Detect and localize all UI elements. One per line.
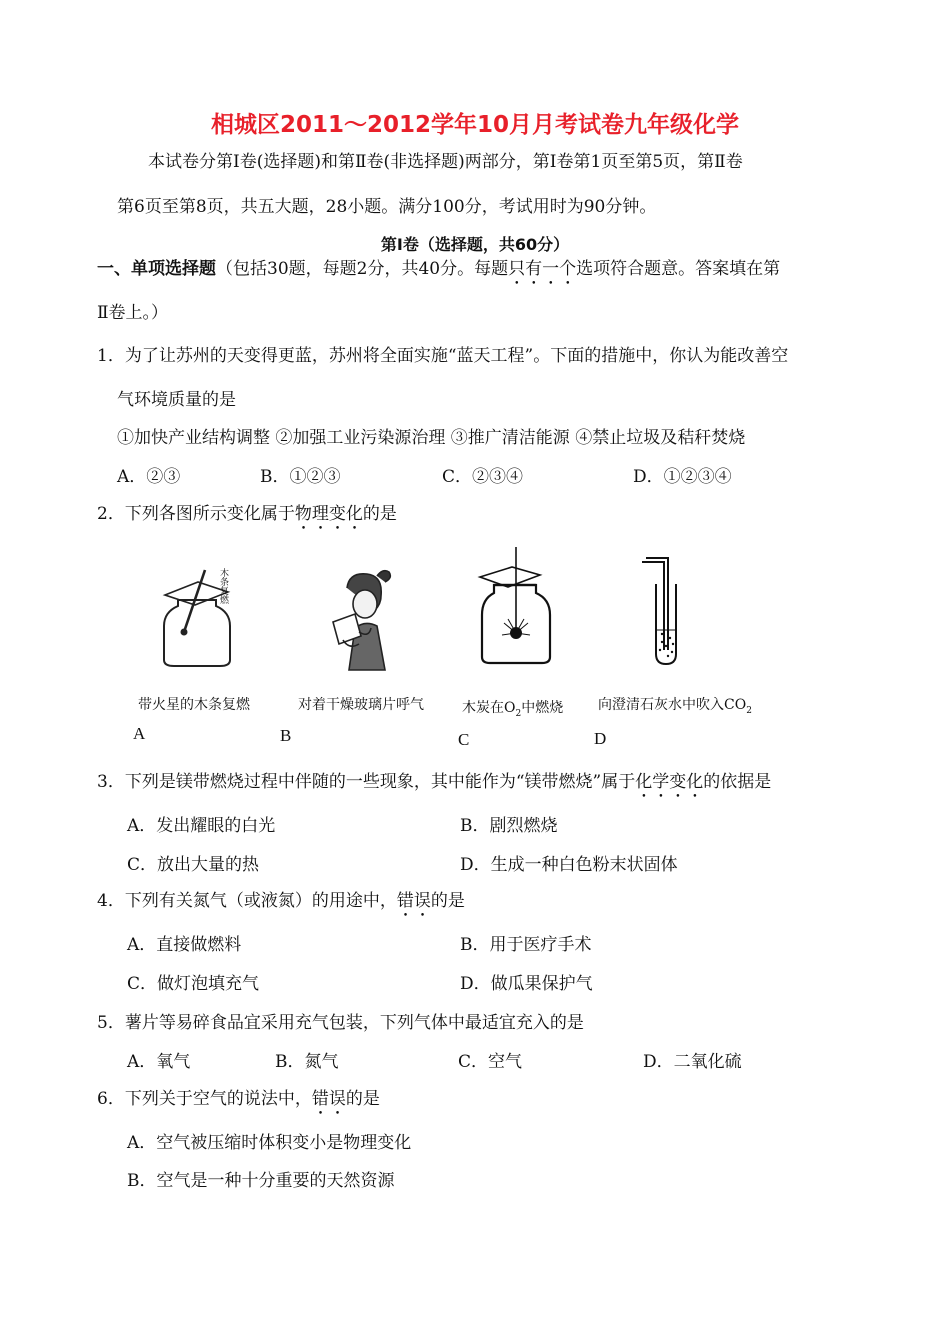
q2-stem-b: 的是 xyxy=(362,504,397,524)
q2-caption-d-pre: 向澄清石灰水中吹入CO xyxy=(598,697,747,713)
q1-option-d: D．①②③④ xyxy=(633,467,732,487)
q6-option-b: B．空气是一种十分重要的天然资源 xyxy=(127,1171,395,1191)
exam-title: 相城区2011～2012学年10月月考试卷九年级化学 xyxy=(210,112,740,138)
q6-stem xyxy=(97,1084,380,1119)
q2-caption-c xyxy=(462,697,563,719)
q2-caption-a: 带火星的木条复燃 xyxy=(138,697,250,713)
intro-line-1: 本试卷分第Ⅰ卷(选择题)和第Ⅱ卷(非选择题)两部分，第Ⅰ卷第1页至第5页，第Ⅱ卷 xyxy=(148,152,743,172)
q2-caption-b: 对着干燥玻璃片呼气 xyxy=(298,697,424,713)
q2-caption-d-sub: 2 xyxy=(746,705,752,716)
figure-d-test-tube xyxy=(638,554,698,669)
q2-letter-c: C xyxy=(458,730,470,749)
q2-letter-d: D xyxy=(594,729,607,748)
q2-letter-b: B xyxy=(280,726,292,745)
q3-stem-a: 3．下列是镁带燃烧过程中伴随的一些现象，其中能作为“镁带燃烧”属于 xyxy=(97,772,636,792)
q5-option-d: D．二氧化硫 xyxy=(643,1052,742,1072)
q4-stem-a: 4．下列有关氮气（或液氮）的用途中， xyxy=(97,891,397,911)
jar-label: 木条复燃 xyxy=(218,568,228,604)
q2-stem-a: 2．下列各图所示变化属于 xyxy=(97,504,295,524)
q6-stem-emph: 错误 xyxy=(311,1089,346,1109)
q4-option-d: D．做瓜果保护气 xyxy=(460,974,593,994)
q1-stem-line1: 1．为了让苏州的天变得更蓝，苏州将全面实施“蓝天工程”。下面的措施中，你认为能改善空 xyxy=(97,346,789,366)
q5-stem: 5．薯片等易碎食品宜采用充气包装，下列气体中最适宜充入的是 xyxy=(97,1013,584,1033)
section1-header xyxy=(97,254,780,289)
q1-stem-line2: 气环境质量的是 xyxy=(117,390,236,410)
q3-option-c: C．放出大量的热 xyxy=(127,855,260,875)
intro-line-2: 第6页至第8页，共五大题，28小题。满分100分，考试用时为90分钟。 xyxy=(117,197,657,217)
q2-caption-c-sub: 2 xyxy=(515,708,522,719)
q2-caption-d xyxy=(598,694,752,716)
q2-stem-emph: 物理变化 xyxy=(294,504,363,524)
q3-stem-emph: 化学变化 xyxy=(635,772,704,792)
figure-c-charcoal-burning xyxy=(472,545,562,670)
q4-stem-b: 的是 xyxy=(430,891,465,911)
q6-option-a: A．空气被压缩时体积变小是物理变化 xyxy=(127,1133,412,1153)
section1-desc-emph: 只有一个 xyxy=(508,259,577,279)
q2-stem xyxy=(97,499,397,534)
q3-option-d: D．生成一种白色粉末状固体 xyxy=(460,855,678,875)
q4-option-a: A．直接做燃料 xyxy=(127,935,242,955)
q1-option-c: C．②③④ xyxy=(442,467,524,487)
q5-option-c: C．空气 xyxy=(458,1052,523,1072)
part1-heading: 第Ⅰ卷（选择题，共60分） xyxy=(380,235,570,254)
q4-stem-emph: 错误 xyxy=(396,891,431,911)
q6-stem-a: 6．下列关于空气的说法中， xyxy=(97,1089,312,1109)
section1-desc-a: （包括30题，每题2分，共40分。每题 xyxy=(216,259,509,279)
q1-option-b: B．①②③ xyxy=(260,467,341,487)
q5-option-a: A．氧气 xyxy=(127,1052,191,1072)
q2-letter-a: A xyxy=(133,724,146,743)
q1-option-a: A．②③ xyxy=(117,467,181,487)
q5-option-b: B．氮气 xyxy=(275,1052,339,1072)
section1-desc-line2: Ⅱ卷上。） xyxy=(97,303,169,323)
q2-caption-c-post: 中燃烧 xyxy=(521,700,564,716)
q4-option-b: B．用于医疗手术 xyxy=(460,935,592,955)
q2-caption-c-pre: 木炭在O xyxy=(462,700,516,716)
q3-option-a: A．发出耀眼的白光 xyxy=(127,816,276,836)
figure-b-girl-breathing xyxy=(325,566,395,674)
section1-desc-b: 选项符合题意。答案填在第 xyxy=(576,259,781,279)
q3-option-b: B．剧烈燃烧 xyxy=(460,816,558,836)
figure-a-jar-splint xyxy=(150,560,250,675)
q6-stem-b: 的是 xyxy=(345,1089,380,1109)
q3-stem-b: 的依据是 xyxy=(703,772,772,792)
q4-option-c: C．做灯泡填充气 xyxy=(127,974,260,994)
q4-stem xyxy=(97,886,465,921)
section1-label: 一、单项选择题 xyxy=(97,259,216,279)
q3-stem xyxy=(97,767,771,802)
q1-measures: ①加快产业结构调整 ②加强工业污染源治理 ③推广清洁能源 ④禁止垃圾及秸秆焚烧 xyxy=(117,428,746,448)
